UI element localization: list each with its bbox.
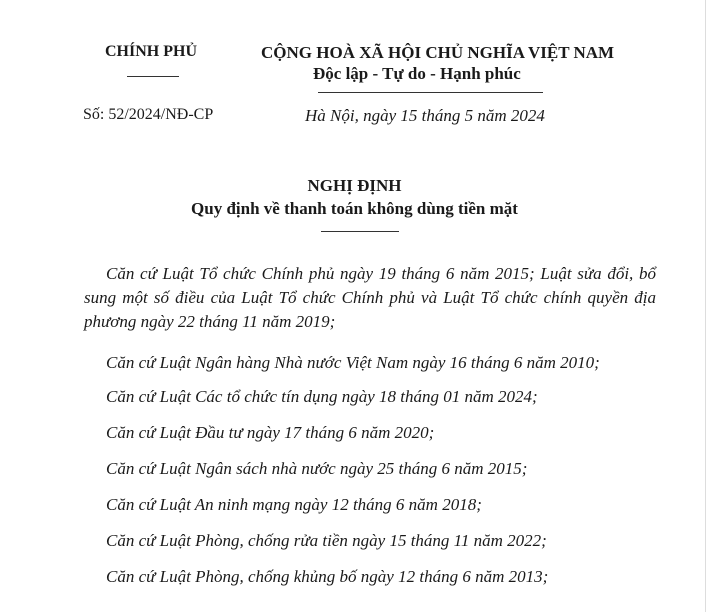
- document-subject: Quy định về thanh toán không dùng tiền mặt: [191, 199, 518, 218]
- country-name: CỘNG HOÀ XÃ HỘI CHỦ NGHĨA VIỆT NAM: [261, 43, 615, 62]
- preamble-item: Căn cứ Luật Ngân sách nhà nước ngày 25 tháng 6 năm 2015;: [106, 459, 528, 478]
- preamble-item: Căn cứ Luật An ninh mạng ngày 12 tháng 6 năm 2018;: [106, 495, 482, 514]
- title-underline: [321, 231, 399, 232]
- motto: Độc lập - Tự do - Hạnh phúc: [313, 64, 521, 83]
- page-edge: [705, 0, 706, 612]
- preamble-item: Căn cứ Luật Ngân hàng Nhà nước Việt Nam ngày 16 tháng 6 năm 2010;: [106, 353, 600, 372]
- document-number: Số: 52/2024/NĐ-CP: [83, 106, 214, 123]
- agency-underline: [127, 76, 179, 77]
- motto-underline: [318, 92, 543, 93]
- document-type: NGHỊ ĐỊNH: [307, 176, 402, 195]
- preamble-item: Căn cứ Luật Các tổ chức tín dụng ngày 18 tháng 01 năm 2024;: [106, 387, 538, 406]
- preamble-item: Căn cứ Luật Phòng, chống khủng bố ngày 12 tháng 6 năm 2013;: [106, 567, 549, 586]
- preamble-item: Căn cứ Luật Tổ chức Chính phủ ngày 19 tháng 6 năm 2015; Luật sửa đổi, bổ sung một số điều của Luật Tổ chức Chính phủ và Luật Tổ chức chính quyền địa phương ngày 22 tháng 11 năm 2019;: [84, 264, 656, 331]
- place-date: Hà Nội, ngày 15 tháng 5 năm 2024: [305, 106, 545, 125]
- preamble-item: Căn cứ Luật Phòng, chống rửa tiền ngày 15 tháng 11 năm 2022;: [106, 531, 547, 550]
- agency-name: CHÍNH PHỦ: [105, 43, 197, 60]
- preamble-item: Căn cứ Luật Đầu tư ngày 17 tháng 6 năm 2020;: [106, 423, 435, 442]
